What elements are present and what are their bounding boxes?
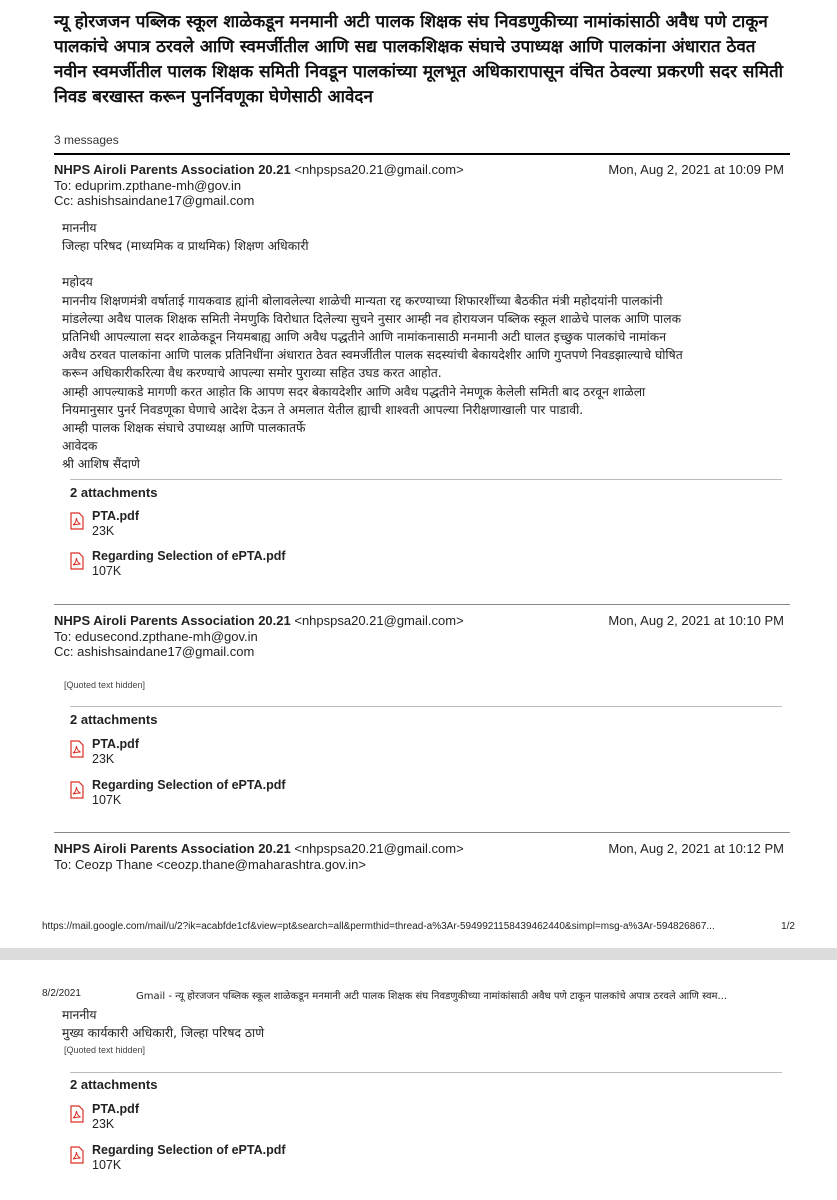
body-line: माननीय [62,1008,97,1022]
attachment-size: 23K [92,524,115,538]
divider [54,153,790,155]
body-line: करून अधिकारीकरित्या वैध करण्याचे आपल्या समोर पुराव्या सहित उघड करत आहोत. [62,366,442,381]
body-line: आम्ही आपल्याकडे मागणी करत आहोत कि आपण सदर बेकायदेशीर आणि अवैध पद्धतीने नेमणूक केलेली समिती बाद ठरवून शाळेला [62,384,646,399]
message-count: 3 messages [54,133,119,147]
body-line: प्रतिनिधी आपल्याला सदर शाळेकडून नियमबाह्य आणि अवैध पद्धतीने आणि नामांकनासाठी मनमानी अटी घालत इच्छुक पालकांचे नामांकन [62,330,667,345]
body-line: नियमानुसार पुनर्र निवडणूका घेणाचे आदेश देऊन ते अमलात येतील ह्याची शाश्वती आपल्या निरीक्षणाखाली पार पाडावी. [62,402,584,417]
divider [54,832,790,833]
quoted-text-hidden[interactable]: [Quoted text hidden] [64,680,146,690]
attachments-title: 2 attachments [70,485,158,500]
attachment-size: 107K [92,1158,122,1172]
sender-name: NHPS Airoli Parents Association 20.21 [54,613,291,628]
sender-email: <nhpspsa20.21@gmail.com> [294,841,464,856]
body-line [62,255,782,273]
sender-email: <nhpspsa20.21@gmail.com> [294,162,464,177]
body-line: आवेदक [62,439,98,454]
attachment-name[interactable]: PTA.pdf [92,1102,139,1116]
sender-email: <nhpspsa20.21@gmail.com> [294,613,464,628]
body-line: महोदय [62,275,93,290]
print-header-date: 8/2/2021 [42,988,81,999]
pdf-file-icon [70,512,84,530]
attachment-name[interactable]: Regarding Selection of ePTA.pdf [92,549,286,563]
recipient-to: To: eduprim.zpthane-mh@gov.in [54,178,242,193]
page-separator [0,948,837,960]
attachments-divider [70,1072,782,1073]
pdf-file-icon [70,781,84,799]
body-line: माननीय [62,221,97,235]
message-body-3 [62,1006,782,1042]
pdf-file-icon [70,552,84,570]
attachment-size: 23K [92,1117,115,1131]
sender [54,841,464,856]
recipient-to: To: edusecond.zpthane-mh@gov.in [54,629,258,644]
divider [54,604,790,605]
recipient-to: To: Ceozp Thane <ceozp.thane@maharashtra.gov.in> [54,857,366,872]
body-line: अवैध ठरवत पालकांना आणि पालक प्रतिनिधींना अंधारात ठेवत स्वमर्जीतील पालक सदस्यांची बेकायदेशीर आणि गुप्तपणे निवडझाल्याचे घोषित [62,348,683,363]
email-subject: न्यू होरजजन पब्लिक स्कूल शाळेकडून मनमानी अटी पालक शिक्षक संघ निवडणुकीच्या नामांकांसाठी अवैध पणे टाकून पालकांचे अपात्र ठरवले आणि स्वमर्जीतील आणि सद्य पालकशिक्षक संघाचे उपाध्यक्ष आणि पालकांना अंधारात ठेवत नवीन स्वमर्जीतील पालक शिक्षक समिती निवडून पालकांच्या मूलभूत अधिकारापासून वंचित ठेवल्या प्रकरणी सदर समिती निवड बरखास्त करून पुनर्निवणूका घेणेसाठी आवेदन [54,12,784,107]
body-line: आम्ही पालक शिक्षक संघाचे उपाध्यक्ष आणि पालकातर्फे [62,421,306,436]
attachment-name[interactable]: PTA.pdf [92,737,139,751]
pdf-file-icon [70,740,84,758]
recipient-cc: Cc: ashishsaindane17@gmail.com [54,644,255,659]
body-line: माननीय शिक्षणमंत्री वर्षाताई गायकवाड ह्यांनी बोलावलेल्या शाळेची मान्यता रद्द करण्याच्या शिफारशींच्या बैठकीत मंत्री महोदयांनी पालकांनी [62,293,663,308]
sender-name: NHPS Airoli Parents Association 20.21 [54,841,291,856]
attachment-size: 107K [92,564,122,578]
message-date: Mon, Aug 2, 2021 at 10:09 PM [608,162,784,177]
attachments-divider [70,479,782,480]
attachment-name[interactable]: Regarding Selection of ePTA.pdf [92,1143,286,1157]
sender [54,162,464,177]
sender-name: NHPS Airoli Parents Association 20.21 [54,162,291,177]
body-line: मांडलेल्या अवैध पालक शिक्षक समिती नेमणुकि विरोधात दिलेल्या सुचने नुसार आम्ही नव होरायजन पब्लिक स्कूल शाळेचे पालक आणि पालक [62,311,682,326]
attachments-title: 2 attachments [70,712,158,727]
print-footer-url: https://mail.google.com/mail/u/2?ik=acabfde1cf&view=pt&search=all&permthid=thread-a%3Ar-5949921158439462440&simpl=msg-a%3Ar-594826867... [42,921,715,932]
attachment-name[interactable]: Regarding Selection of ePTA.pdf [92,778,286,792]
message-body-1 [62,219,782,474]
body-line: जिल्हा परिषद (माध्यमिक व प्राथमिक) शिक्षण अधिकारी [62,239,309,254]
recipient-cc: Cc: ashishsaindane17@gmail.com [54,193,255,208]
message-date: Mon, Aug 2, 2021 at 10:12 PM [608,841,784,856]
pdf-file-icon [70,1105,84,1123]
body-line: श्री आशिष सैंदाणे [62,457,140,472]
print-header-title: Gmail - न्यू होरजजन पब्लिक स्कूल शाळेकडून मनमानी अटी पालक शिक्षक संघ निवडणुकीच्या नामांकांसाठी अवैध पणे टाकून पालकांचे अपात्र ठरवले आणि स्वम... [136,991,728,1002]
attachment-size: 107K [92,793,122,807]
quoted-text-hidden[interactable]: [Quoted text hidden] [64,1045,146,1055]
print-page-2 [0,960,837,1200]
attachment-size: 23K [92,752,115,766]
pdf-file-icon [70,1146,84,1164]
body-line: मुख्य कार्यकारी अधिकारी, जिल्हा परिषद ठाणे [62,1026,265,1041]
print-footer-page: 1/2 [781,921,795,932]
attachment-name[interactable]: PTA.pdf [92,509,139,523]
sender [54,613,464,628]
message-date: Mon, Aug 2, 2021 at 10:10 PM [608,613,784,628]
attachments-divider [70,706,782,707]
attachments-title: 2 attachments [70,1077,158,1092]
